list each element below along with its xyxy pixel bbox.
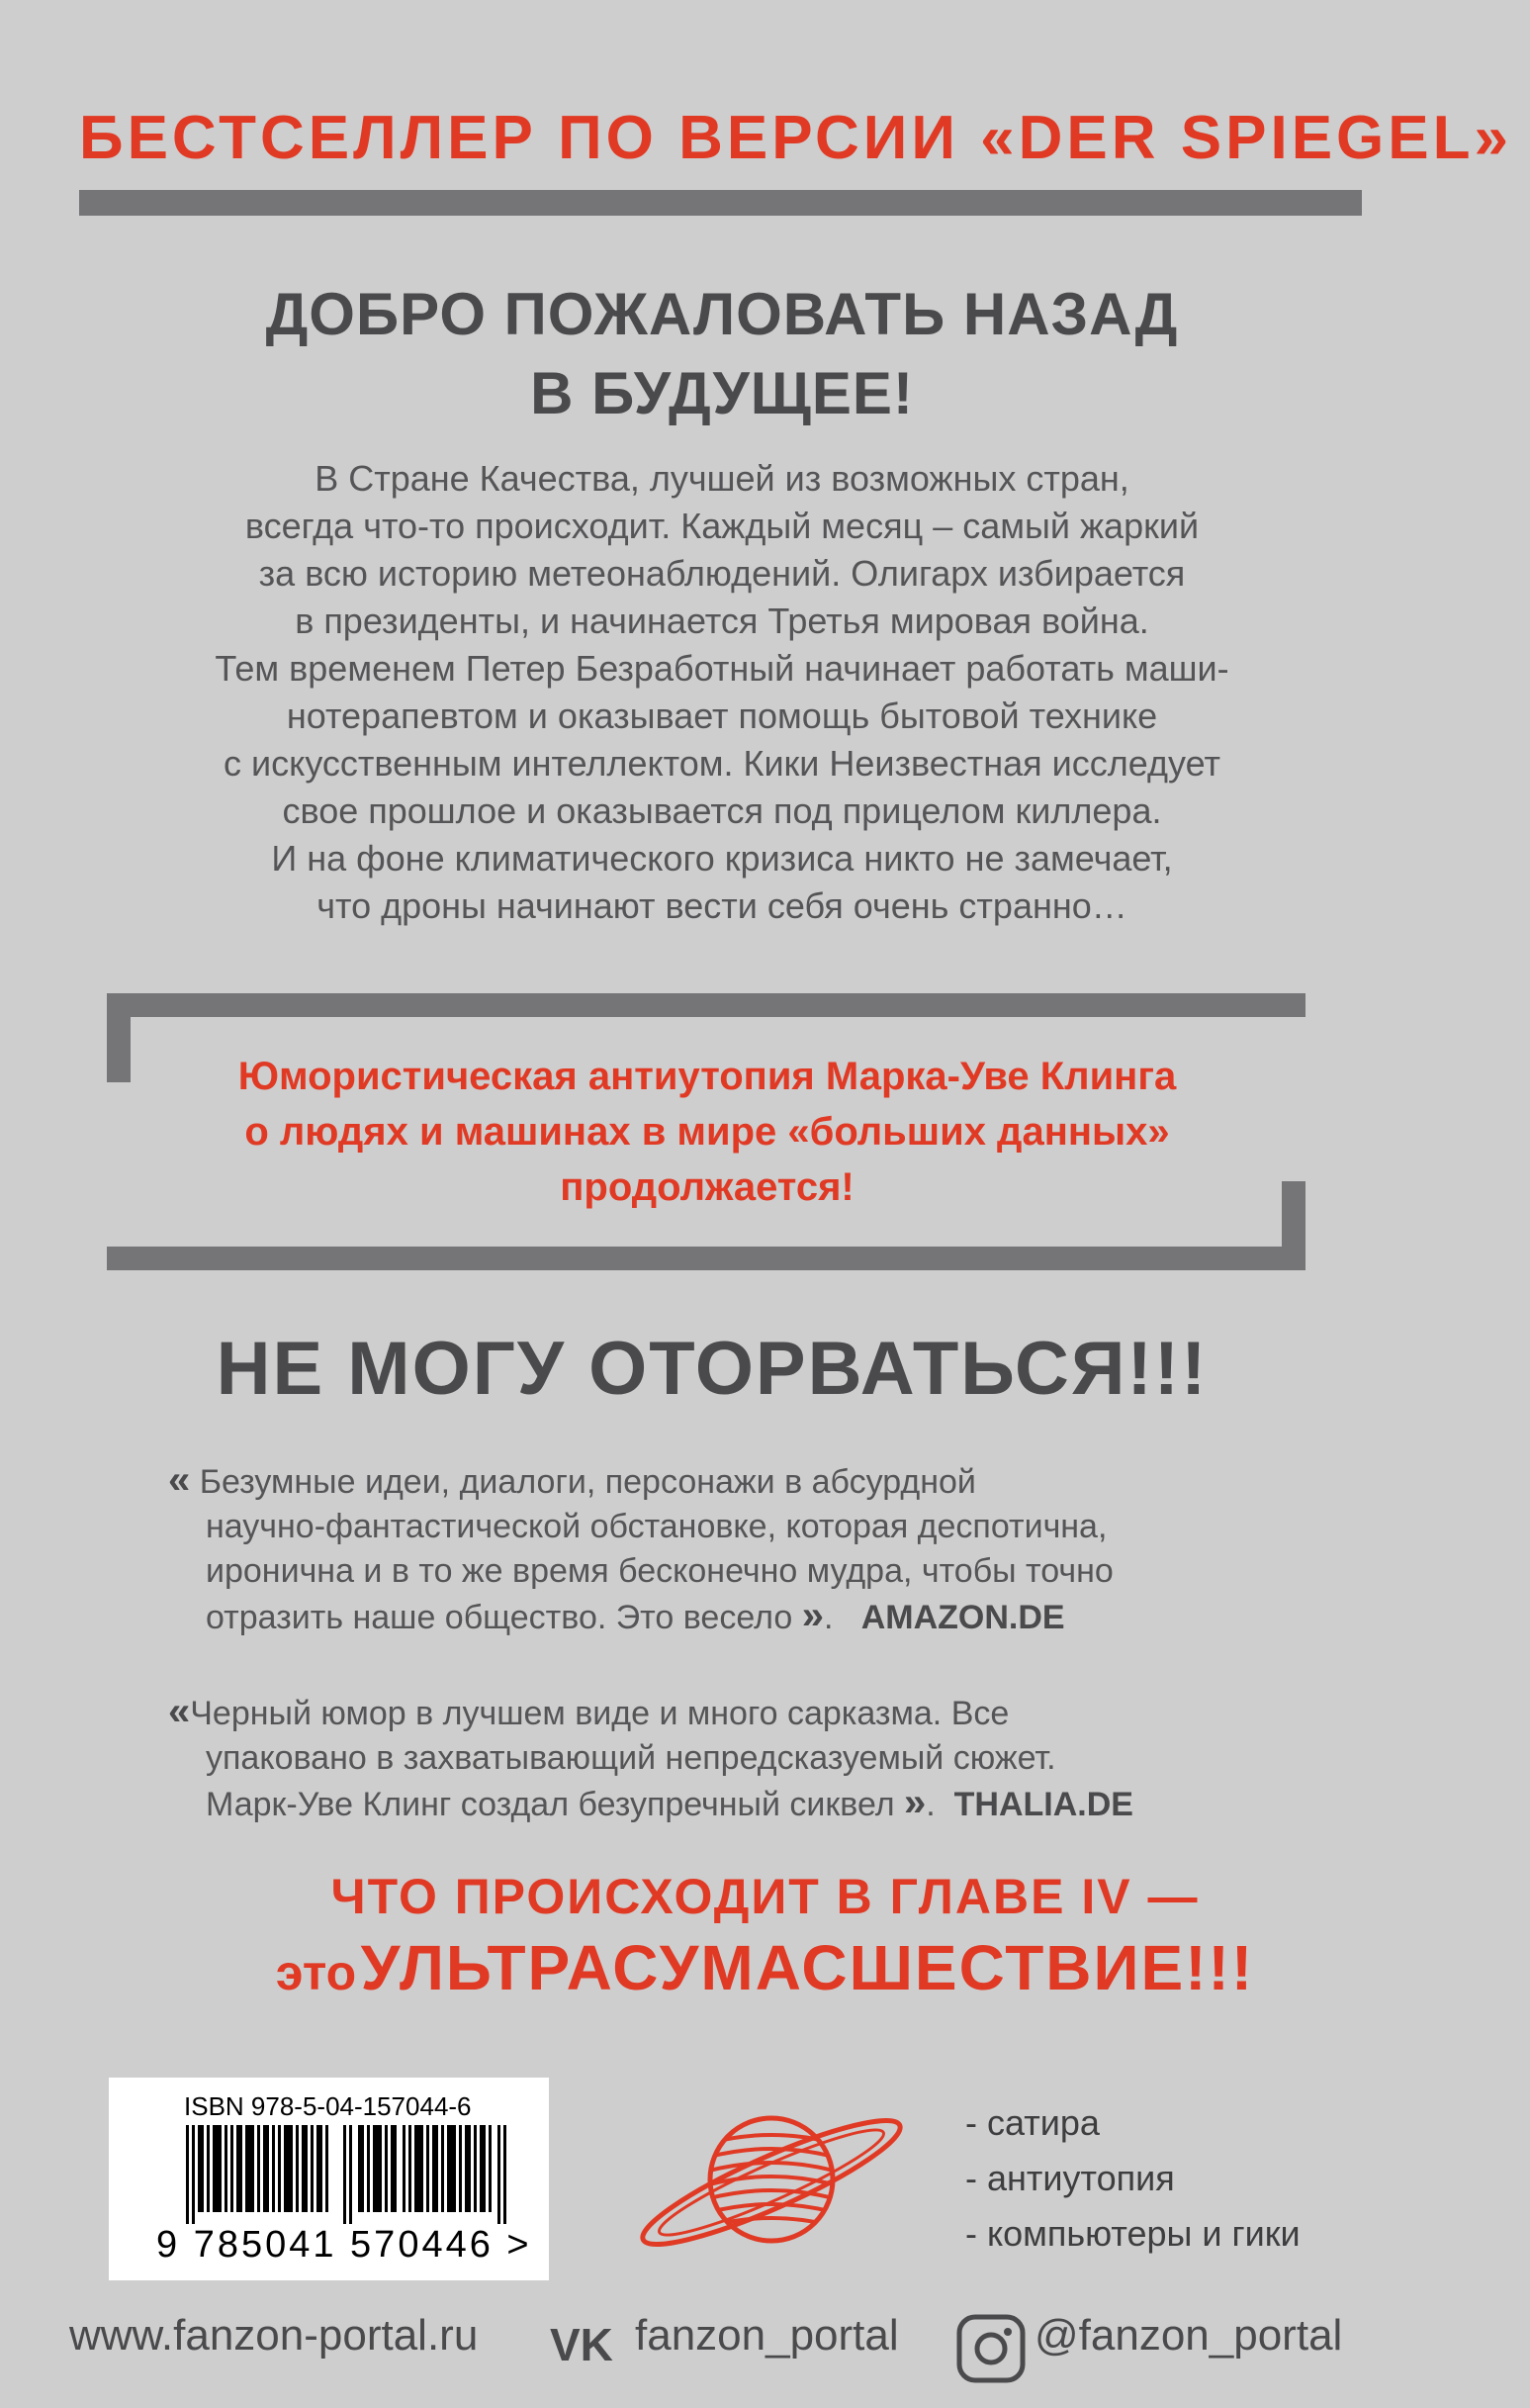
synopsis-line: всегда что-то происходит. Каждый месяц – самый жаркий bbox=[244, 506, 1200, 546]
humor-line: о людях и машинах в мире «больших данных» bbox=[244, 1110, 1170, 1154]
humor-line: продолжается! bbox=[560, 1165, 855, 1209]
close-quote-mark: » bbox=[801, 1594, 824, 1637]
instagram-icon[interactable] bbox=[955, 2313, 1027, 2384]
vk-handle[interactable]: fanzon_portal bbox=[635, 2311, 899, 2360]
isbn-text: ISBN 978-5-04-157044-6 bbox=[184, 2091, 472, 2121]
synopsis-line: за всю историю метеонаблюдений. Олигарх избирается bbox=[258, 553, 1186, 594]
cant-stop-heading: НЕ МОГУ ОТОРВАТЬСЯ!!! bbox=[216, 1327, 1209, 1411]
synopsis-line: с искусственным интеллектом. Кики Неизвестная исследует bbox=[224, 743, 1220, 784]
synopsis-line: нотерапевтом и оказывает помощь бытовой технике bbox=[286, 695, 1158, 736]
synopsis-line: свое прошлое и оказывается под прицелом киллера. bbox=[282, 790, 1162, 831]
review-quote-amazon: « Безумные идеи, диалоги, персонажи в абсурдной научно-фантастической обстановке, которая деспотична, иронична и в то же время бесконечно мудра, чтобы точно отразить наше общество. Это весело ». AMAZON.DE bbox=[168, 1458, 1114, 1637]
ultra-prefix: это bbox=[275, 1945, 357, 2000]
svg-text:VK: VK bbox=[550, 2323, 613, 2366]
humor-callout bbox=[129, 1049, 1286, 1215]
top-rule bbox=[79, 190, 1362, 216]
synopsis-line: в президенты, и начинается Третья мировая война. bbox=[295, 601, 1149, 641]
instagram-handle[interactable]: @fanzon_portal bbox=[1035, 2311, 1343, 2360]
synopsis-line: Тем временем Петер Безработный начинает работать маши- bbox=[215, 648, 1229, 689]
quote-line: упаковано в захватывающий непредсказуемый сюжет. bbox=[206, 1739, 1056, 1777]
quote-source: THALIA.DE bbox=[953, 1786, 1133, 1823]
genre-item: - сатира bbox=[965, 2102, 1100, 2143]
frame-bottom-bar bbox=[107, 1247, 1305, 1270]
synopsis bbox=[59, 455, 1385, 930]
barcode-box bbox=[109, 2078, 549, 2280]
welcome-line-1: ДОБРО ПОЖАЛОВАТЬ НАЗАД bbox=[265, 281, 1179, 347]
ultra-heading bbox=[0, 1931, 1530, 2004]
humor-line: Юмористическая антиутопия Марка-Уве Клинга bbox=[237, 1055, 1177, 1098]
genre-item: - антиутопия bbox=[965, 2158, 1175, 2198]
quote-source: AMAZON.DE bbox=[860, 1599, 1065, 1636]
ean-digits: 9 785041 570446 > bbox=[156, 2224, 532, 2266]
synopsis-line: В Стране Качества, лучшей из возможных стран, bbox=[315, 458, 1129, 499]
website-link[interactable]: www.fanzon-portal.ru bbox=[69, 2311, 479, 2360]
synopsis-line: что дроны начинают вести себя очень странно… bbox=[316, 885, 1127, 926]
frame-top-bar bbox=[107, 993, 1305, 1017]
quote-line: научно-фантастической обстановке, которая деспотична, bbox=[206, 1508, 1108, 1545]
bestseller-banner: БЕСТСЕЛЛЕР ПО ВЕРСИИ «DER SPIEGEL» bbox=[79, 104, 1512, 172]
quote-line: Черный юмор в лучшем виде и много сарказма. Все bbox=[190, 1695, 1010, 1732]
review-quote-thalia: «Черный юмор в лучшем виде и много сарказма. Все упаковано в захватывающий непредсказуемый сюжет. Марк-Уве Клинг создал безупречный сиквел ». THALIA.DE bbox=[168, 1690, 1133, 1824]
barcode-bars bbox=[186, 2125, 512, 2224]
quote-line: Безумные идеи, диалоги, персонажи в абсурдной bbox=[199, 1463, 976, 1501]
open-quote-mark: « bbox=[168, 1458, 191, 1502]
vk-icon[interactable] bbox=[550, 2323, 629, 2366]
genre-item: - компьютеры и гики bbox=[965, 2213, 1301, 2254]
ultra-main: УЛЬТРАСУМАСШЕСТВИЕ!!! bbox=[360, 1932, 1255, 2003]
welcome-line-2: В БУДУЩЕЕ! bbox=[530, 360, 914, 426]
chapter-heading: ЧТО ПРОИСХОДИТ В ГЛАВЕ IV — bbox=[330, 1869, 1200, 1924]
footer bbox=[69, 2297, 1474, 2376]
open-quote-mark: « bbox=[168, 1690, 191, 1733]
frame-left-bar bbox=[107, 993, 131, 1082]
quote-line: Марк-Уве Клинг создал безупречный сиквел bbox=[206, 1786, 895, 1823]
genre-list bbox=[965, 2095, 1301, 2262]
welcome-heading bbox=[0, 275, 1444, 433]
close-quote-mark: » bbox=[904, 1781, 927, 1824]
quote-line: отразить наше общество. Это весело bbox=[206, 1599, 793, 1636]
synopsis-line: И на фоне климатического кризиса никто не замечает, bbox=[271, 838, 1173, 879]
planet-icon bbox=[623, 2095, 920, 2264]
quote-line: иронична и в то же время бесконечно мудра, чтобы точно bbox=[206, 1552, 1114, 1590]
